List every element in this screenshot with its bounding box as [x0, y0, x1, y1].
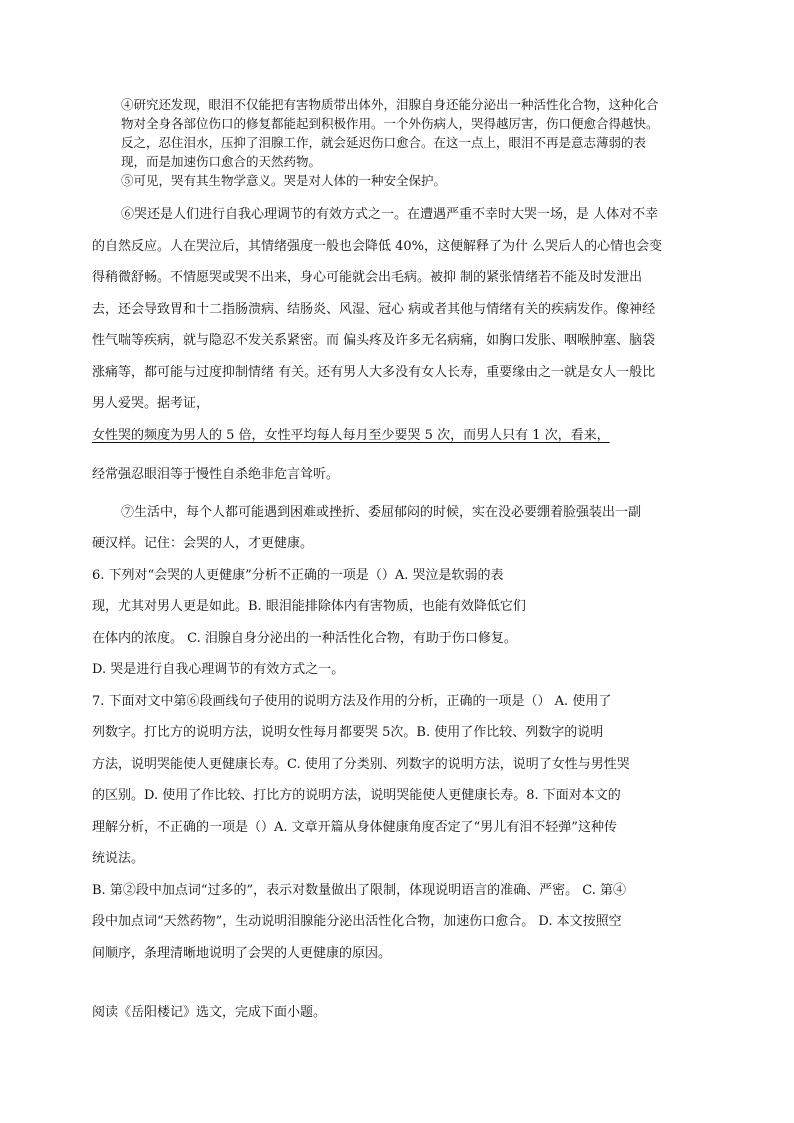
question-8-line-1: B. 第②段中加点词“过多的”，表示对数量做出了限制，体现说明语言的准确、严密。 C. 第④ [92, 883, 626, 898]
question-6-line-3: 在体内的浓度。 C. 泪腺自身分泌出的一种活性化合物，有助于伤口修复。 [92, 631, 517, 646]
question-6-line-4: D. 哭是进行自我心理调节的有效方式之一。 [92, 662, 345, 677]
paragraph-6-line-4: 去，还会导致胃和十二指肠溃病、结肠炎、风湿、冠心 病或者其他与情绪有关的疾病发作。像神经 [92, 302, 656, 317]
paragraph-7-line-2: 硬汉样。记住：会哭的人，才更健康。 [92, 536, 314, 551]
question-7-line-1: 7. 下面对文中第⑥段画线句子使用的说明方法及作用的分析，正确的一项是（） A. 使用了 [92, 694, 612, 709]
question-7-line-3: 方法，说明哭能使人更健康长寿。C. 使用了分类别、列数字的说明方法，说明了女性与男性哭 [92, 757, 630, 772]
paragraph-6-line-2: 的自然反应。人在哭泣后，其情绪强度一般也会降低 40%，这便解释了为什 么哭后人的心情也会变 [92, 239, 663, 254]
paragraph-4-line-1: ④研究还发现，眼泪不仅能把有害物质带出体外，泪腺自身还能分泌出一种活性化合物，这种化合 [121, 97, 659, 112]
paragraph-5-line: ⑤可见，哭有其生物学意义。哭是对人体的一种安全保护。 [121, 173, 447, 188]
paragraph-6-line-5: 性气喘等疾病，就与隐忍不发关系紧密。而 偏头疼及许多无名病痛，如胸口发胀、咽喉肿塞、脑袋 [92, 333, 656, 348]
question-7-line-6: 统说法。 [92, 851, 145, 866]
underlined-sentence: 女性哭的频度为男人的 5 倍，女性平均每人每月至少要哭 5 次，而男人只有 1 次，看来， [92, 428, 610, 443]
paragraph-6-line-3: 得稍微舒畅。不情愿哭或哭不出来，身心可能就会出毛病。被抑 制的紧张情绪若不能及时发泄出 [92, 270, 643, 285]
paragraph-4-line-4: 现，而是加速伤口愈合的天然药物。 [121, 154, 322, 169]
paragraph-4-line-2: 物对全身各部位伤口的修复都能起到积极作用。一个外伤病人，哭得越厉害，伤口便愈合得越快。 [121, 116, 659, 131]
question-7-line-5: 理解分析，不正确的一项是（）A. 文章开篇从身体健康角度否定了“男儿有泪不轻弹”这种传 [92, 820, 617, 835]
question-6-line-2: 现，尤其对男人更是如此。B. 眼泪能排除体内有害物质，也能有效降低它们 [92, 599, 526, 614]
question-6-line-1: 6. 下列对“会哭的人更健康”分析不正确的一项是（）A. 哭泣是软弱的表 [92, 568, 504, 583]
question-8-line-3: 间顺序，条理清晰地说明了会哭的人更健康的原因。 [92, 946, 392, 961]
question-7-line-4: 的区别。D. 使用了作比较、打比方的说明方法，说明哭能使人更健康长寿。8. 下面对本文的 [92, 788, 621, 803]
paragraph-6-line-1: ⑥哭还是人们进行自我心理调节的有效方式之一。在遭遇严重不幸时大哭一场，是 人体对不幸 [121, 207, 659, 222]
paragraph-6-line-6: 涨痛等，都可能与过度抑制情绪 有关。还有男人大多没有女人长寿，重要缘由之一就是女人一般比 [92, 365, 656, 380]
paragraph-6-line-7: 男人爱哭。据考证， [92, 396, 210, 411]
reading-intro-line: 阅读《岳阳楼记》选文，完成下面小题。 [92, 1005, 327, 1020]
question-7-line-2: 列数字。打比方的说明方法，说明女性每月都要哭 5次。B. 使用了作比较、列数字的说明 [92, 725, 604, 740]
paragraph-7-line-1: ⑦生活中，每个人都可能遇到困难或挫折、委屈郁闷的时候，实在没必要绷着脸强装出一副 [121, 505, 642, 520]
question-8-line-2: 段中加点词“天然药物”，生动说明泪腺能分泌出活性化合物，加速伤口愈合。 D. 本文按照空 [92, 914, 622, 929]
paragraph-4-line-3: 反之，忍住泪水，压抑了泪腺工作，就会延迟伤口愈合。在这一点上，眼泪不再是意志薄弱的表 [121, 135, 647, 150]
paragraph-6-line-9: 经常强忍眼泪等于慢性自杀绝非危言耸听。 [92, 467, 340, 482]
